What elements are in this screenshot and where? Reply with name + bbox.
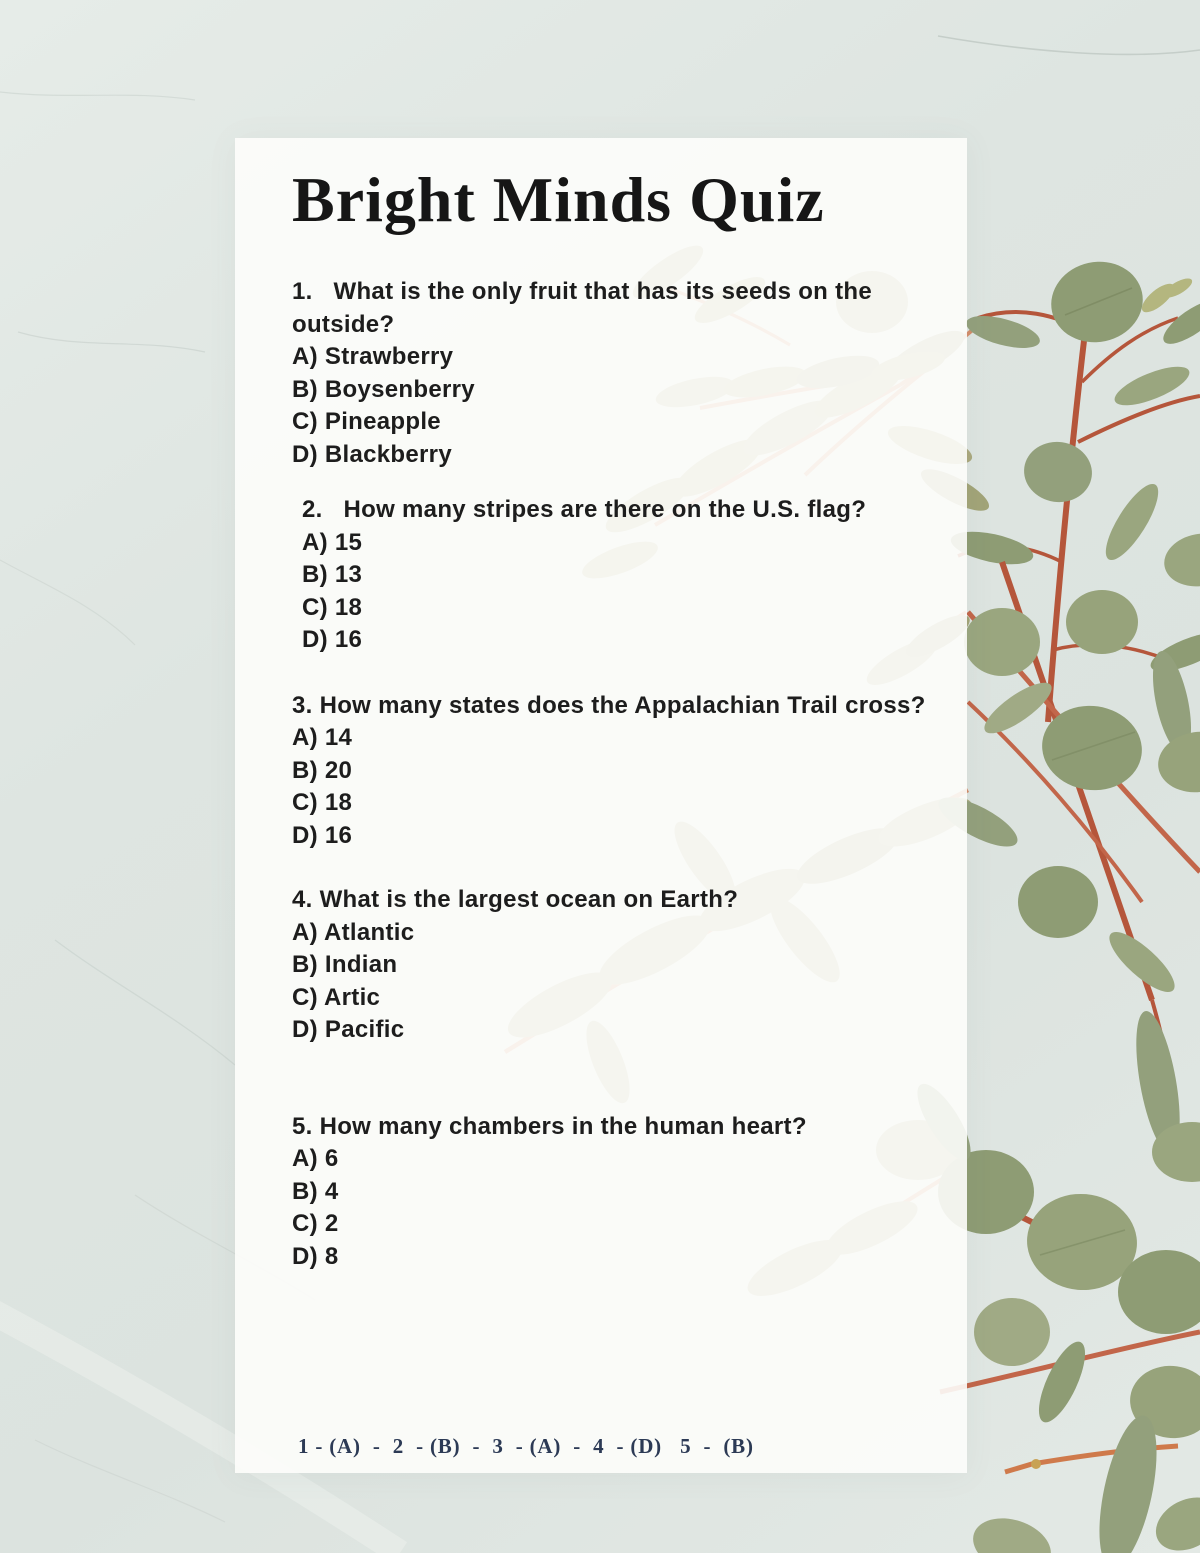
question-3-option-a: A) 14 — [292, 724, 353, 751]
question-1 — [292, 276, 939, 471]
question-4-option-a: A) Atlantic — [292, 918, 415, 946]
question-3-option-c: C) 18 — [292, 789, 353, 816]
question-3-option-b: B) 20 — [292, 756, 353, 784]
question-3 — [292, 690, 939, 853]
question-1-text-line-2: outside? — [292, 310, 395, 338]
quiz-card — [235, 138, 967, 1473]
question-1-option-a: A) Strawberry — [292, 343, 454, 370]
question-5-option-a: A) 6 — [292, 1145, 339, 1172]
question-1-text-line-1: 1. What is the only fruit that has its seeds on the — [292, 278, 872, 305]
answer-key: 1 - (A) - 2 - (B) - 3 - (A) - 4 - (D) 5 - (B) — [298, 1434, 754, 1458]
question-4 — [292, 884, 939, 1047]
question-1-option-b: B) Boysenberry — [292, 375, 475, 403]
question-2-option-a: A) 15 — [302, 528, 363, 556]
question-4-text: 4. What is the largest ocean on Earth? — [292, 886, 739, 913]
question-1-option-c: C) Pineapple — [292, 408, 441, 435]
question-1-option-d: D) Blackberry — [292, 440, 452, 468]
eucalyptus-branch-bottom-corner — [966, 1361, 1200, 1553]
question-5-text: 5. How many chambers in the human heart? — [292, 1112, 807, 1140]
question-2-option-d: D) 16 — [302, 626, 363, 653]
page-title: Bright Minds Quiz — [292, 164, 825, 235]
question-2-option-c: C) 18 — [302, 593, 363, 621]
eucalyptus-branch-middle — [932, 562, 1200, 1080]
quiz-card-content — [235, 138, 967, 1473]
question-4-option-c: C) Artic — [292, 983, 381, 1011]
question-5-option-d: D) 8 — [292, 1242, 339, 1270]
question-2-option-b: B) 13 — [302, 561, 363, 588]
question-5 — [292, 1111, 939, 1274]
question-4-option-b: B) Indian — [292, 951, 398, 978]
question-5-option-b: B) 4 — [292, 1177, 339, 1205]
question-3-text: 3. How many states does the Appalachian Trail cross? — [292, 691, 926, 719]
question-2 — [292, 494, 939, 657]
question-5-option-c: C) 2 — [292, 1210, 339, 1237]
question-4-option-d: D) Pacific — [292, 1016, 405, 1043]
question-2-text: 2. How many stripes are there on the U.S. flag? — [302, 496, 867, 523]
question-3-option-d: D) 16 — [292, 821, 353, 849]
